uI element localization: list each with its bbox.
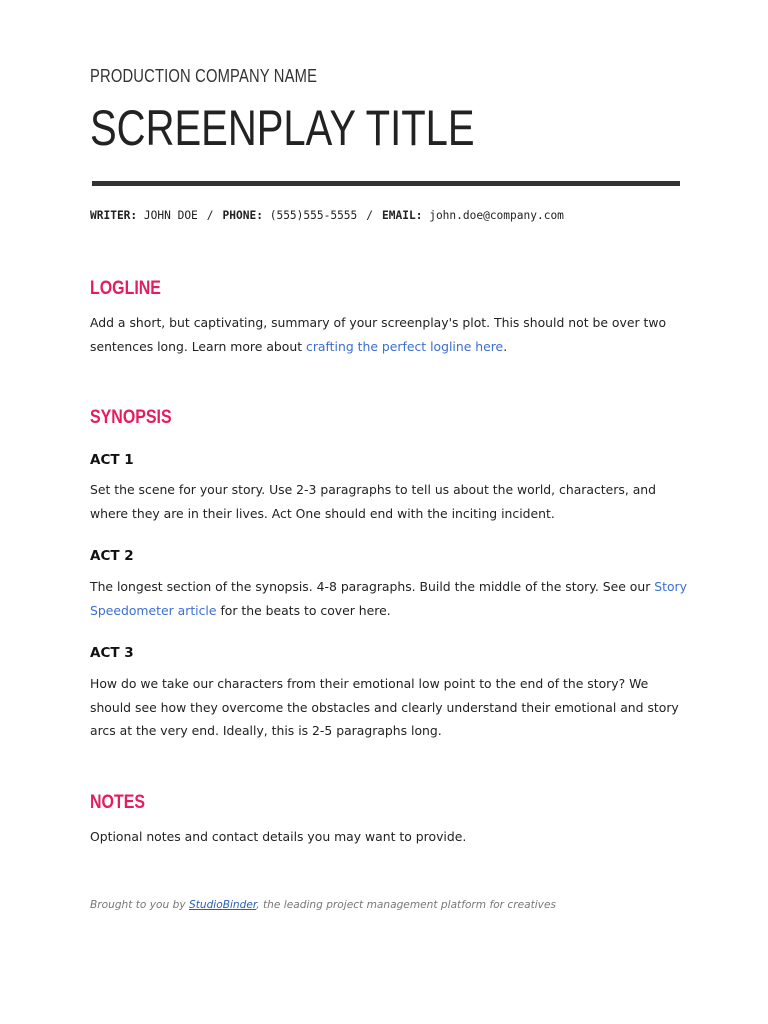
logline-text-end: . (503, 338, 508, 354)
contact-separator: / (206, 209, 214, 222)
notes-paragraph: Optional notes and contact details you may want to provide. (90, 829, 467, 844)
act-2-title: ACT 2 (90, 548, 134, 564)
logline-heading: LOGLINE (90, 278, 161, 299)
contact-line (90, 209, 564, 222)
writer-label: WRITER: (90, 209, 138, 222)
act-2-paragraph (90, 575, 690, 622)
screenplay-title: SCREENPLAY TITLE (90, 100, 475, 156)
title-divider (92, 181, 680, 186)
contact-separator: / (366, 209, 374, 222)
story-speedometer-link[interactable]: Story Speedometer article (90, 579, 687, 618)
act-2-text: The longest section of the synopsis. 4-8 paragraphs. Build the middle of the story. See our (90, 579, 655, 594)
logline-link[interactable]: crafting the perfect logline here (306, 338, 504, 354)
logline-text: Add a short, but captivating, summary of your screenplay's plot. This should not be over two sentences long. Learn more about (90, 315, 667, 354)
notes-heading: NOTES (90, 792, 145, 813)
act-2-text-end: for the beats to cover here. (216, 602, 391, 618)
email-label: EMAIL: (382, 209, 423, 222)
act-3-paragraph: How do we take our characters from their emotional low point to the end of the story? We should see how they overcome the obstacles and clearly understand their emotional and story arcs at the very end. Ideally, this is 2-5 paragraphs long. (90, 676, 679, 738)
phone-label: PHONE: (222, 209, 263, 222)
footer-text-end: , the leading project management platform for creatives (256, 899, 556, 911)
act-1-paragraph: Set the scene for your story. Use 2-3 paragraphs to tell us about the world, characters, and where they are in their lives. Act One should end with the inciting incident. (90, 482, 657, 521)
act-3-title: ACT 3 (90, 645, 134, 661)
production-company-name: PRODUCTION COMPANY NAME (90, 66, 318, 86)
act-1-title: ACT 1 (90, 452, 134, 468)
phone-value: (555)555-5555 (269, 209, 358, 222)
footer-credit (90, 899, 556, 911)
synopsis-heading: SYNOPSIS (90, 407, 172, 428)
email-value: john.doe@company.com (429, 209, 564, 222)
writer-value: JOHN DOE (143, 209, 198, 222)
studiobinder-link[interactable]: StudioBinder (188, 899, 257, 911)
footer-text: Brought to you by (90, 899, 189, 911)
logline-paragraph (90, 311, 690, 358)
